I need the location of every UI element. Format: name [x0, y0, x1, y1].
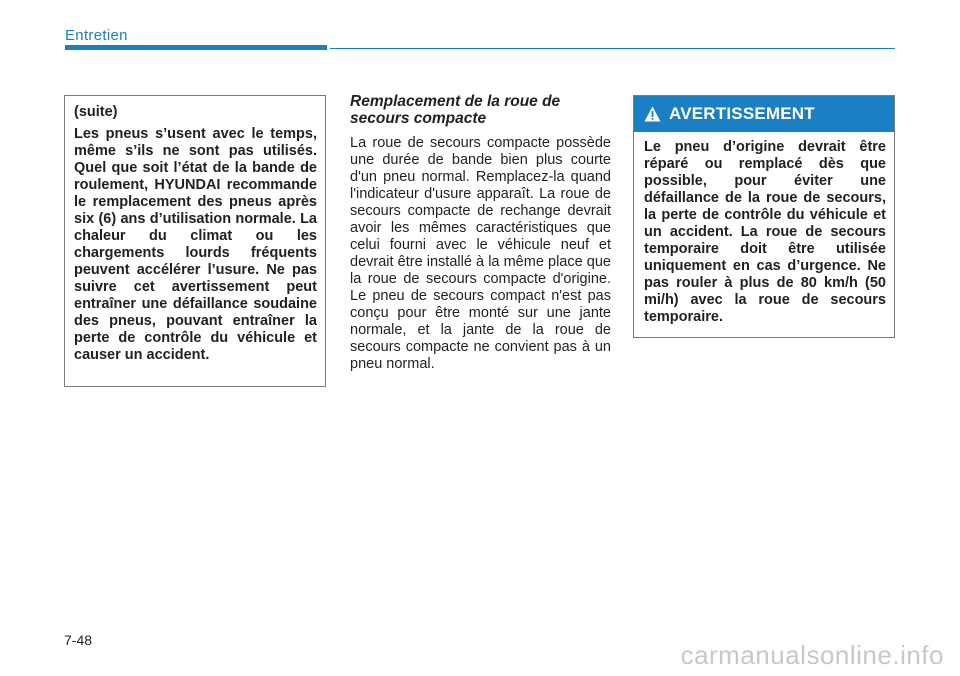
- page-number: 7-48: [64, 632, 93, 648]
- tire-aging-warning-text: Les pneus s’usent avec le temps, même s’ils ne sont pas utilisés. Quel que soit l’état de la bande de roulement, HYUNDAI recommande le remplacement des pneus après six (6) ans d’utilisation normale. La chaleur du climat ou les chargements lourds fréquents peuvent accélérer l’usure. Ne pas suivre cet avertissement peut entraîner une défaillance soudaine des pneus, pouvant entraîner la perte de contrôle du véhicule et causer un accident.: [74, 126, 317, 363]
- compact-spare-section: [350, 93, 611, 373]
- warning-box: [633, 95, 895, 338]
- continued-label: (suite): [74, 104, 118, 120]
- warning-triangle-icon: [644, 106, 661, 122]
- watermark: carmanualsonline.info: [680, 640, 944, 670]
- warning-header: [634, 96, 894, 132]
- caution-continued-box: [64, 95, 326, 387]
- warning-text: Le pneu d’origine devrait être réparé ou remplacé dès que possible, pour éviter une défaillance de la roue de secours, la perte de contrôle du véhicule et un accident. La roue de secours temporaire doit être utilisée uniquement en cas d’urgence. Ne pas rouler à plus de 80 km/h (50 mi/h) avec la roue de secours temporaire.: [644, 139, 886, 325]
- header-rule-thick: [65, 45, 327, 50]
- header-rule-thin: [330, 48, 895, 49]
- section-title: Entretien: [65, 27, 128, 44]
- compact-spare-text: La roue de secours compacte possède une durée de bande bien plus courte d'un pneu normal. Remplacez-la quand l'indicateur d'usure apparaît. La roue de secours compacte de rechange devrait avoir les mêmes caractéristiques que celui fourni avec le véhicule neuf et devrait être installé à la même place que la roue de secours compacte d'origine. Le pneu de secours compact n'est pas conçu pour être monté sur une jante normale, et la jante de la roue de secours compacte ne convient pas à un pneu normal.: [350, 135, 611, 372]
- compact-spare-heading: Remplacement de la roue de secours compacte: [350, 93, 561, 127]
- warning-title: AVERTISSEMENT: [669, 104, 815, 123]
